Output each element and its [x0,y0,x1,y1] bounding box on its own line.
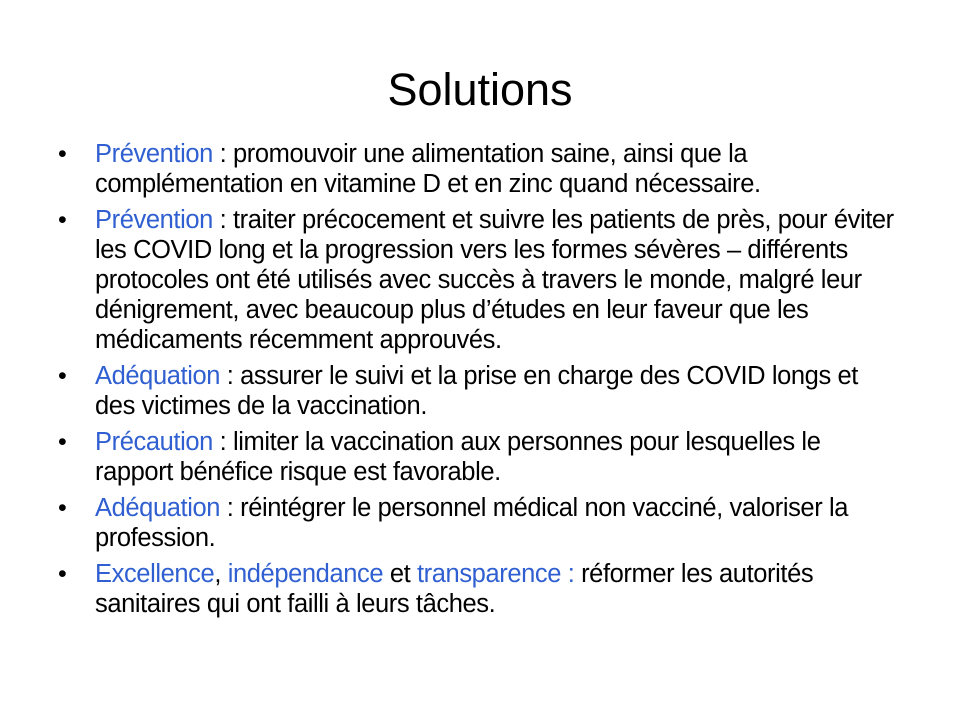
bullet-text: : assurer le suivi et la prise en charge des COVID longs et des victimes de la vaccination. [95,362,858,420]
bullet-lead: Excellence [95,560,215,588]
bullet-item [58,493,898,553]
bullet-item [58,205,898,355]
bullet-item [58,427,898,487]
bullet-dot-icon: • [58,206,67,234]
bullet-dot-icon: • [58,140,67,168]
bullet-lead: Adéquation [95,494,221,522]
bullet-item [58,559,898,619]
bullet-lead: Précaution [95,428,213,456]
bullet-text: réformer les autorités sanitaires qui ont failli à leurs tâches. [95,560,814,618]
bullet-list [58,139,898,625]
bullet-separator: , [214,560,228,588]
bullet-dot-icon: • [58,494,67,522]
bullet-text: : réintégrer le personnel médical non vacciné, valoriser la profession. [95,494,849,552]
bullet-text: : promouvoir une alimentation saine, ainsi que la complémentation en vitamine D et en zinc quand nécessaire. [95,140,761,198]
bullet-dot-icon: • [58,362,67,390]
bullet-lead: transparence : [416,560,575,588]
bullet-dot-icon: • [58,560,67,588]
bullet-lead: Prévention [95,206,213,234]
bullet-separator: et [383,560,417,588]
bullet-lead: indépendance [227,560,384,588]
bullet-text: : limiter la vaccination aux personnes pour lesquelles le rapport bénéfice risque est favorable. [95,428,821,486]
bullet-item [58,361,898,421]
bullet-item [58,139,898,199]
bullet-lead: Prévention [95,140,213,168]
slide-title: Solutions [387,64,573,115]
bullet-lead: Adéquation [95,362,221,390]
bullet-text: : traiter précocement et suivre les patients de près, pour éviter les COVID long et la progression vers les formes sévères – différents protocoles ont été utilisés avec succès à travers le monde, malgré leur dénigrement, avec beaucoup plus d’études en leur faveur que les médicaments récemment approuvés. [95,206,894,354]
bullet-dot-icon: • [58,428,67,456]
